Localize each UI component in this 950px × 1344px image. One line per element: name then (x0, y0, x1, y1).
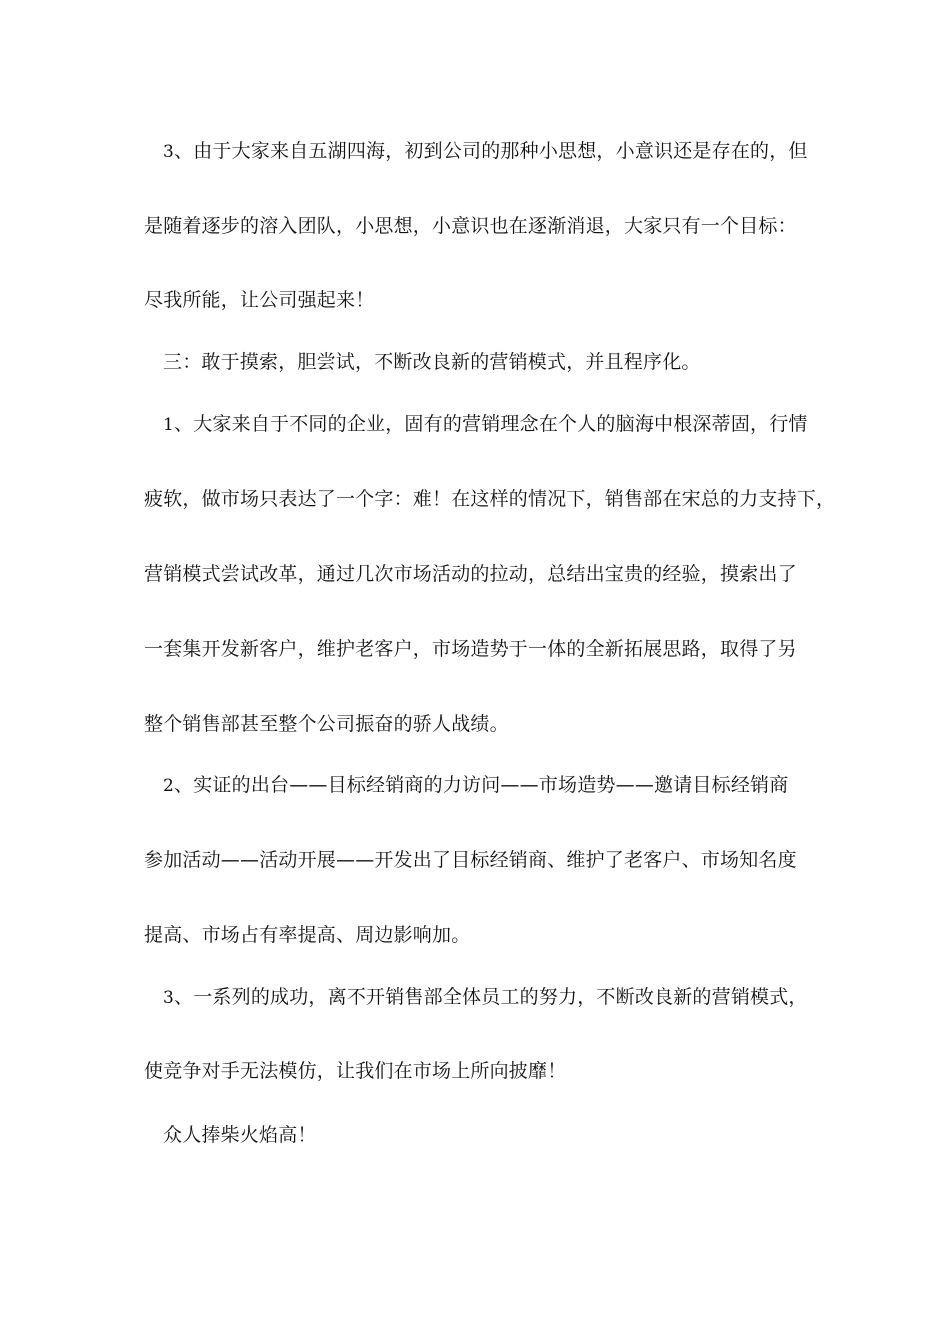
line-text: 使竞争对手无法模仿，让我们在市场上所向披靡！ (144, 1060, 567, 1082)
line-text: 、由于大家来自五湖四海，初到公司的那种小思想，小意识还是存在的，但 (174, 140, 808, 162)
line-text: 整个销售部甚至整个公司振奋的骄人战绩。 (144, 713, 509, 735)
list-number: 3 (163, 142, 175, 162)
paragraph-line-9 (144, 710, 509, 738)
list-number: 2 (163, 776, 175, 796)
paragraph-line-1 (163, 137, 808, 165)
closing-line (163, 1121, 317, 1149)
list-number: 3 (163, 988, 175, 1008)
paragraph-line-14 (144, 1057, 566, 1085)
paragraph-line-10 (163, 771, 788, 799)
line-text: 疲软，做市场只表达了一个字：难！在这样的情况下，销售部在宋总的力支持下， (144, 488, 836, 510)
line-text: 众人捧柴火焰高！ (163, 1124, 317, 1146)
line-text: 、实证的出台——目标经销商的力访问——市场造势——邀请目标经销商 (174, 774, 789, 796)
line-text: 、大家来自于不同的企业，固有的营销理念在个人的脑海中根深蒂固，行情 (174, 413, 808, 435)
paragraph-line-6 (144, 485, 835, 513)
paragraph-line-5 (163, 410, 808, 438)
line-text: 一套集开发新客户，维护老客户，市场造势于一体的全新拓展思路，取得了另 (144, 638, 797, 660)
paragraph-line-11 (144, 846, 797, 874)
line-text: 是随着逐步的溶入团队，小思想，小意识也在逐渐消退，大家只有一个目标： (144, 215, 797, 237)
paragraph-line-13 (163, 983, 808, 1011)
section-heading (163, 348, 701, 376)
line-text: 提高、市场占有率提高、周边影响加。 (144, 924, 471, 946)
line-text: 、一系列的成功，离不开销售部全体员工的努力，不断改良新的营销模式， (174, 986, 808, 1008)
line-text: 营销模式尝试改革，通过几次市场活动的拉动，总结出宝贵的经验，摸索出了 (144, 563, 797, 585)
list-number: 1 (163, 415, 175, 435)
paragraph-line-12 (144, 921, 470, 949)
paragraph-line-8 (144, 635, 797, 663)
paragraph-line-7 (144, 560, 797, 588)
paragraph-line-2 (144, 212, 797, 240)
line-text: 尽我所能，让公司强起来！ (144, 289, 375, 311)
line-text: 参加活动——活动开展——开发出了目标经销商、维护了老客户、市场知名度 (144, 849, 797, 871)
paragraph-line-3 (144, 286, 374, 314)
line-text: 三：敢于摸索，胆尝试，不断改良新的营销模式，并且程序化。 (163, 351, 701, 373)
